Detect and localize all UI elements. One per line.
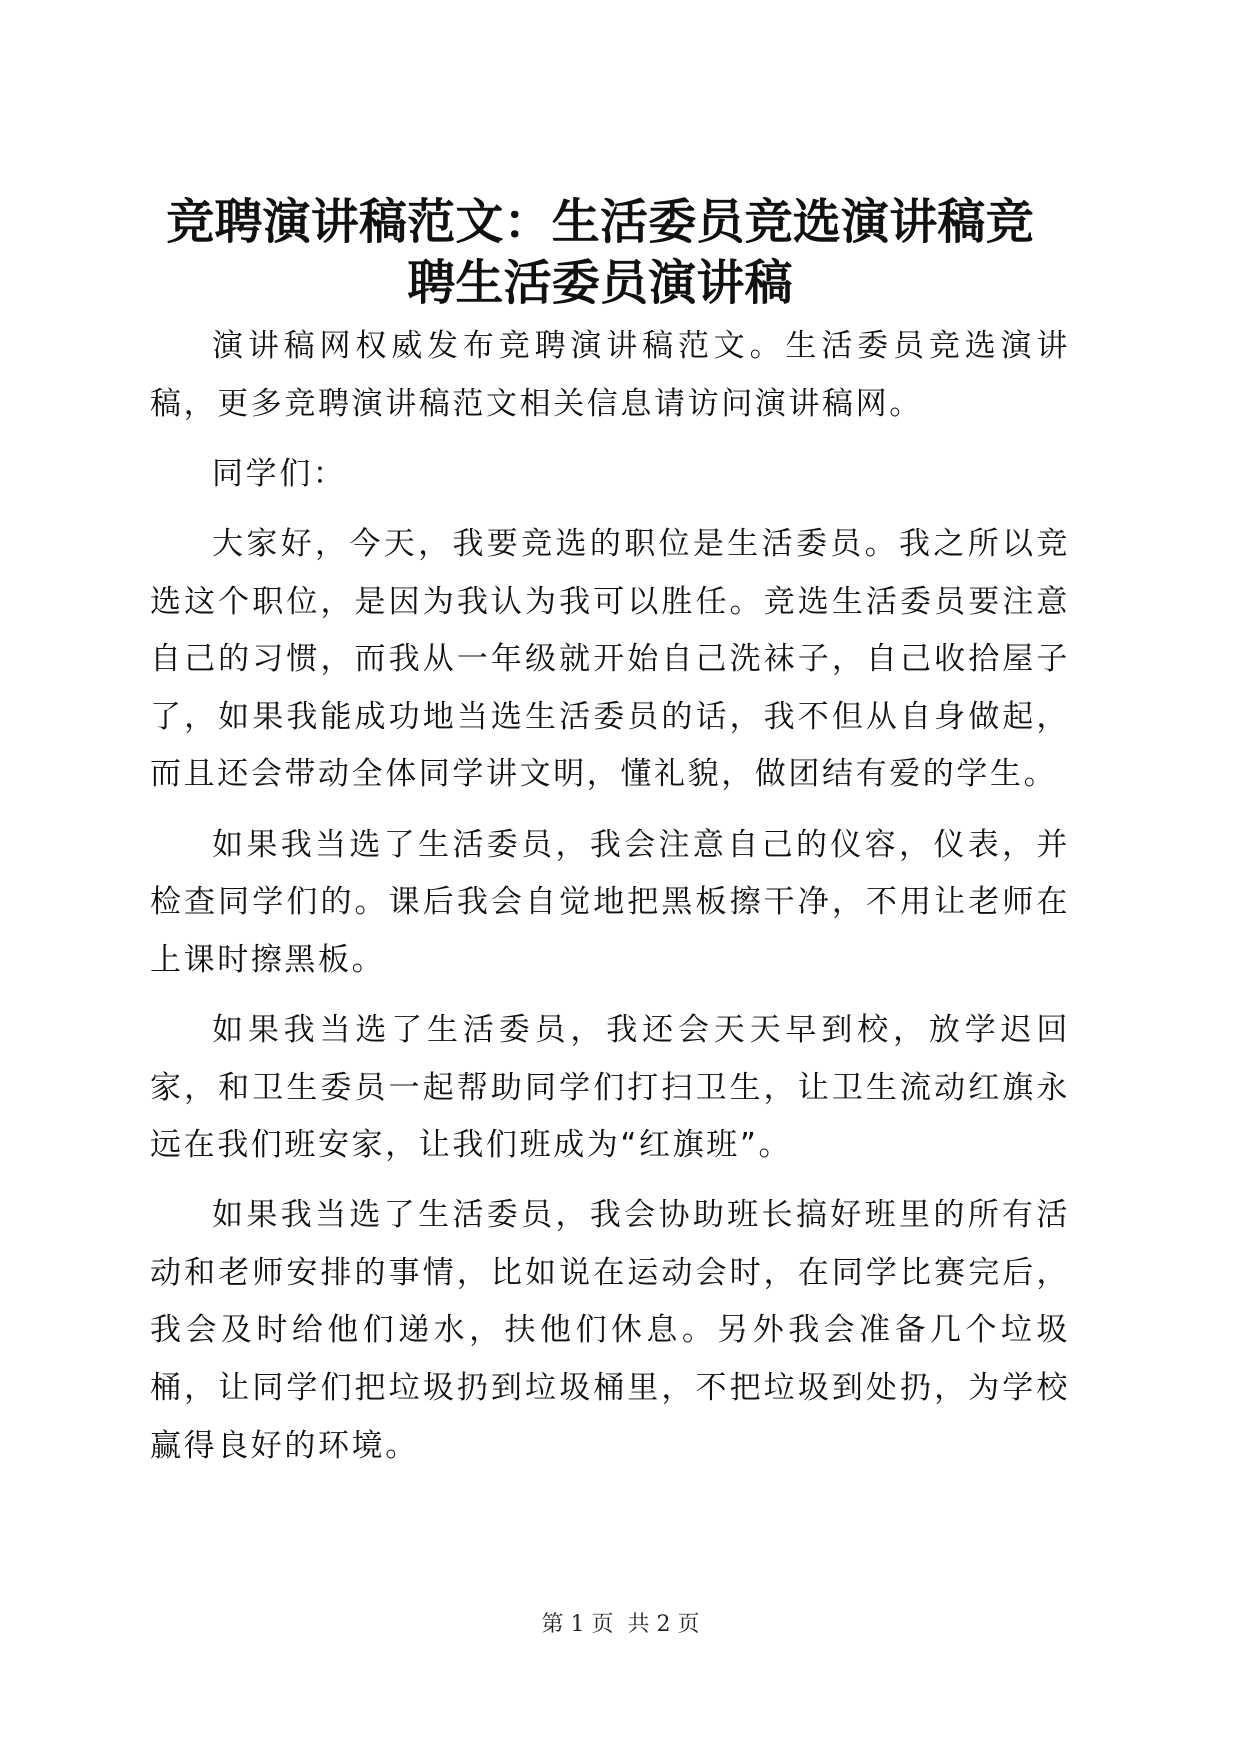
document-body [150,318,1070,1488]
document-title: 竞聘演讲稿范文：生活委员竞选演讲稿竞聘生活委员演讲稿 [166,194,1034,311]
page-number-label: 第 1 页 共 2 页 [541,1612,700,1637]
paragraph-opening: 大家好，今天，我要竞选的职位是生活委员。我之所以竞选这个职位，是因为我认为我可以胜任。竞选生活委员要注意自己的习惯，而我从一年级就开始自己洗袜子，自己收拾屋子了，如果我能成功地当选生活委员的话，我不但从自身做起，而且还会带动全体同学讲文明，懂礼貌，做团结有爱的学生。 [150,525,1070,793]
paragraph-cleaning: 如果我当选了生活委员，我还会天天早到校，放学迟回家，和卫生委员一起帮助同学们打扫卫生，让卫生流动红旗永远在我们班安家，让我们班成为“红旗班”。 [150,1011,1070,1164]
paragraph-intro: 演讲稿网权威发布竞聘演讲稿范文。生活委员竞选演讲稿，更多竞聘演讲稿范文相关信息请访问演讲稿网。 [150,328,1070,422]
page-footer [0,1610,1241,1640]
paragraph-appearance: 如果我当选了生活委员，我会注意自己的仪容，仪表，并检查同学们的。课后我会自觉地把黑板擦干净，不用让老师在上课时擦黑板。 [150,826,1070,978]
paragraph-greeting: 同学们： [212,455,347,492]
paragraph-activities: 如果我当选了生活委员，我会协助班长搞好班里的所有活动和老师安排的事情，比如说在运动会时，在同学比赛完后，我会及时给他们递水，扶他们休息。另外我会准备几个垃圾桶，让同学们把垃圾扔到垃圾桶里，不把垃圾到处扔，为学校赢得良好的环境。 [150,1197,1070,1464]
